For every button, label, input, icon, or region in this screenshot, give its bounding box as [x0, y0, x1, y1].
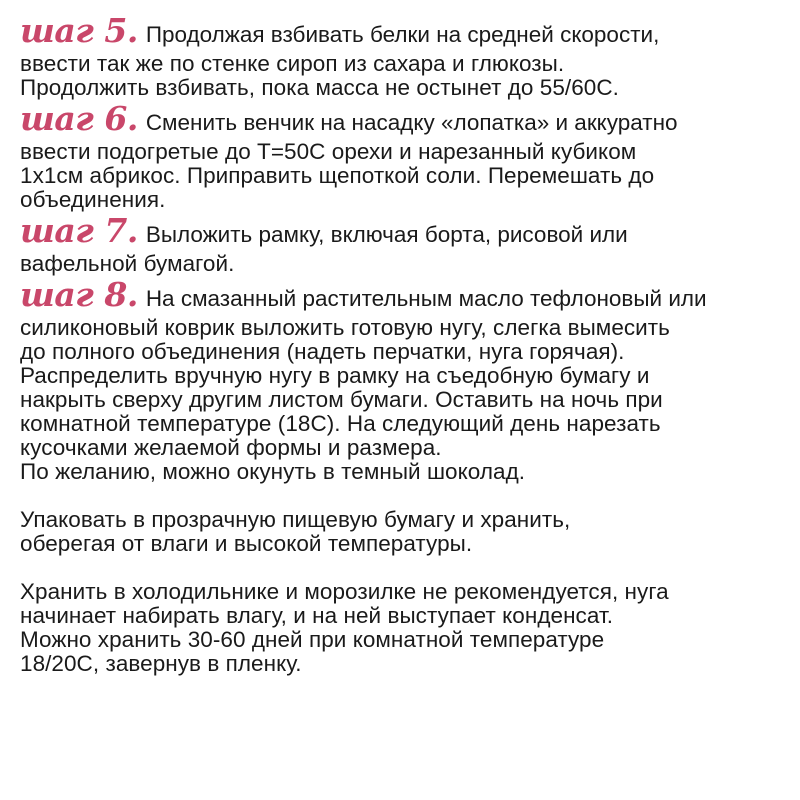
- packaging-note: [20, 508, 790, 556]
- step-6-line: ввести подогретые до Т=50С орехи и нарезанный кубиком: [20, 139, 637, 164]
- step-7-first-line: Выложить рамку, включая борта, рисовой или: [145, 222, 628, 247]
- note-line: Упаковать в прозрачную пищевую бумагу и хранить,: [20, 507, 571, 532]
- step-8-first-line: На смазанный растительным масло тефлоновый или: [145, 286, 707, 311]
- step-5-label: шаг 5.: [20, 11, 138, 50]
- step-6-first-line: Сменить венчик на насадку «лопатка» и аккуратно: [145, 110, 678, 135]
- step-8: [20, 276, 790, 484]
- step-6-line: 1х1см абрикос. Приправить щепоткой соли. Перемешать до: [20, 163, 655, 188]
- step-5: [20, 12, 790, 100]
- step-8-line: комнатной температуре (18С). На следующий день нарезать: [20, 411, 661, 436]
- step-8-heading: [20, 276, 790, 314]
- step-7-heading: [20, 212, 790, 250]
- step-8-line: накрыть сверху другим листом бумаги. Оставить на ночь при: [20, 387, 663, 412]
- note-line: Можно хранить 30-60 дней при комнатной температуре: [20, 627, 605, 652]
- step-8-line: Распределить вручную нугу в рамку на съедобную бумагу и: [20, 363, 650, 388]
- step-7-line: вафельной бумагой.: [20, 251, 235, 276]
- step-5-first-line: Продолжая взбивать белки на средней скорости,: [145, 22, 660, 47]
- storage-note: [20, 580, 790, 676]
- step-5-line: ввести так же по стенке сироп из сахара и глюкозы.: [20, 51, 565, 76]
- step-8-label: шаг 8.: [20, 275, 138, 314]
- step-8-line: до полного объединения (надеть перчатки, нуга горячая).: [20, 339, 625, 364]
- step-6-label: шаг 6.: [20, 99, 138, 138]
- step-8-line: кусочками желаемой формы и размера.: [20, 435, 442, 460]
- step-6: [20, 100, 790, 212]
- step-8-line: По желанию, можно окунуть в темный шоколад.: [20, 459, 526, 484]
- step-8-line: силиконовый коврик выложить готовую нугу, слегка вымесить: [20, 315, 670, 340]
- note-line: Хранить в холодильнике и морозилке не рекомендуется, нуга: [20, 579, 669, 604]
- step-6-heading: [20, 100, 790, 138]
- spacer: [20, 484, 790, 508]
- recipe-page: [20, 12, 790, 676]
- step-7: [20, 212, 790, 276]
- step-5-line: Продолжить взбивать, пока масса не остынет до 55/60С.: [20, 75, 619, 100]
- note-line: начинает набирать влагу, и на ней выступает конденсат.: [20, 603, 614, 628]
- note-line: 18/20С, завернув в пленку.: [20, 651, 302, 676]
- step-5-heading: [20, 12, 790, 50]
- spacer: [20, 556, 790, 580]
- step-7-label: шаг 7.: [20, 211, 138, 250]
- note-line: оберегая от влаги и высокой температуры.: [20, 531, 473, 556]
- step-6-line: объединения.: [20, 187, 166, 212]
